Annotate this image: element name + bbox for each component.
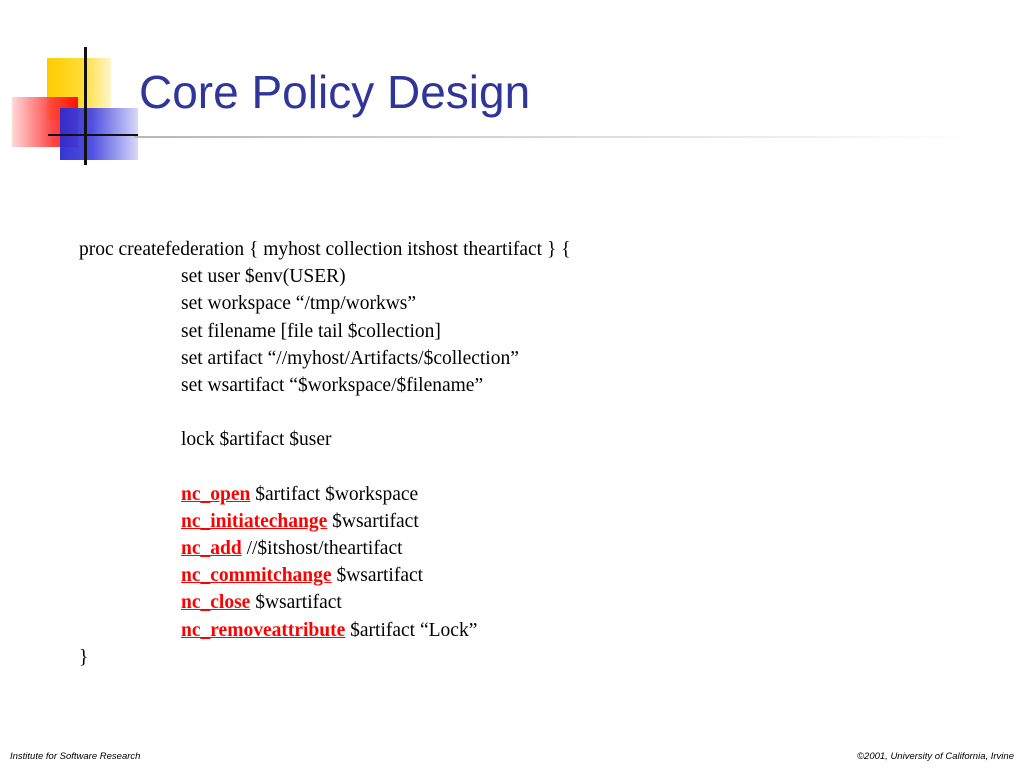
code-call-line	[79, 589, 571, 616]
code-call-line	[79, 508, 571, 535]
code-blank-line	[79, 399, 571, 426]
code-close-brace: }	[79, 646, 89, 668]
call-args: $artifact $workspace	[250, 483, 419, 505]
code-set-workspace: set workspace “/tmp/workws”	[181, 293, 417, 315]
call-args: //$itshost/theartifact	[241, 538, 403, 560]
code-proc-header: proc createfederation { myhost collection itshost theartifact } {	[79, 239, 571, 260]
code-set-filename: set filename [file tail $collection]	[181, 320, 441, 342]
code-block	[79, 236, 571, 671]
slide-title: Core Policy Design	[139, 66, 531, 118]
nc-close-link[interactable]: nc_close	[181, 592, 251, 614]
code-set-wsartifact: set wsartifact “$workspace/$filename”	[181, 374, 484, 396]
call-args: $wsartifact	[327, 510, 419, 532]
logo-vertical-line	[84, 47, 87, 165]
code-blank-line	[79, 454, 571, 481]
nc-open-link[interactable]: nc_open	[181, 483, 251, 505]
footer-copyright: ©2001, University of California, Irvine	[857, 751, 1014, 762]
code-set-user: set user $env(USER)	[181, 266, 346, 288]
nc-add-link[interactable]: nc_add	[181, 538, 242, 560]
title-underline-rule	[134, 136, 974, 138]
code-call-line	[79, 535, 571, 562]
footer-institute: Institute for Software Research	[10, 751, 141, 762]
nc-commitchange-link[interactable]: nc_commitchange	[181, 565, 332, 587]
code-call-line	[79, 617, 571, 644]
logo-horizontal-line	[48, 134, 138, 136]
code-lock-line: lock $artifact $user	[181, 429, 332, 451]
code-call-line	[79, 562, 571, 589]
call-args: $artifact “Lock”	[345, 619, 478, 641]
code-set-artifact: set artifact “//myhost/Artifacts/$collection”	[181, 347, 519, 369]
call-args: $wsartifact	[331, 565, 424, 587]
call-args: $wsartifact	[250, 592, 342, 614]
nc-initiatechange-link[interactable]: nc_initiatechange	[181, 510, 328, 532]
nc-removeattribute-link[interactable]: nc_removeattribute	[181, 619, 346, 641]
code-call-line	[79, 481, 571, 508]
